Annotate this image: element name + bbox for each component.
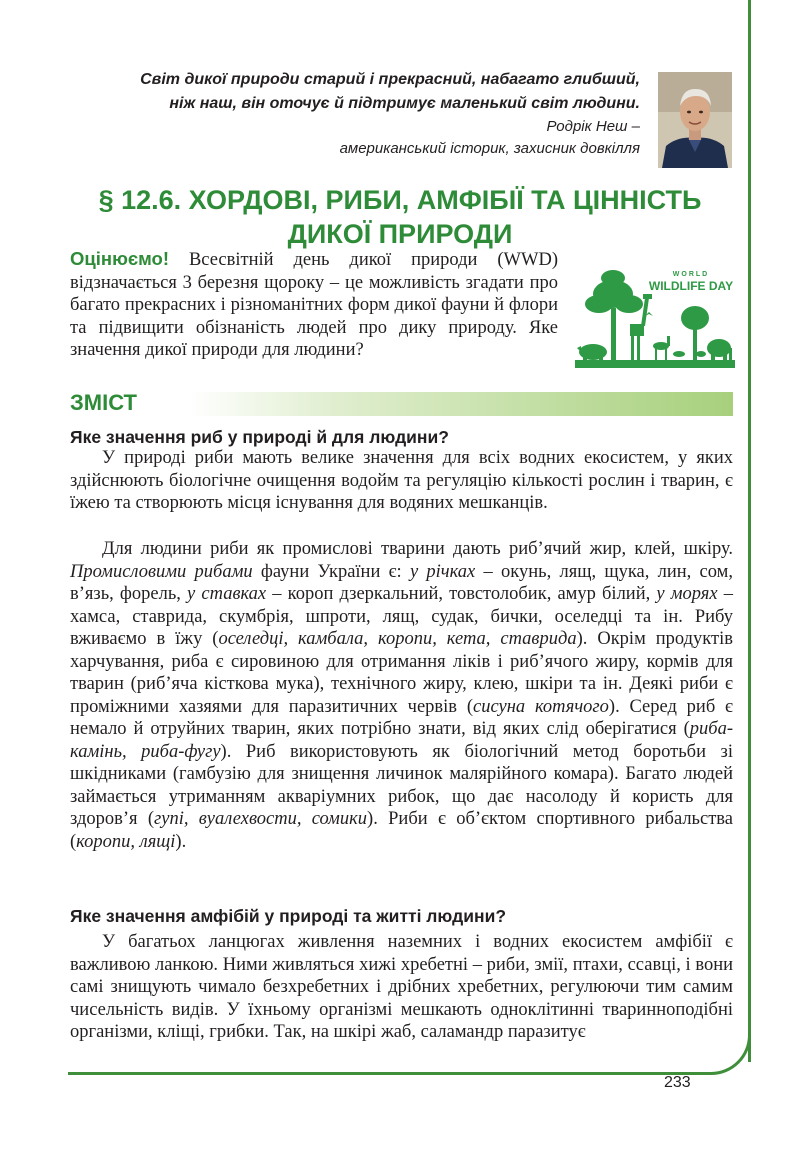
- quote-line-1: Світ дикої природи старий і прекрасний, набагато глибший,: [140, 71, 640, 88]
- portrait-image: [658, 72, 732, 168]
- intro-lead: Оцінюємо!: [70, 248, 169, 269]
- paragraph-fish-nature-text: У природі риби мають велике значення для всіх водних екосистем, у яких здійснюють біологічне очищення водойм та регуляцію кількості рослин і тварин, є їжею та створюють місця існування для водяних мешканців.: [70, 448, 733, 513]
- section-title: [0, 183, 800, 251]
- p2-example-aquarium: гупі, вуалехвости, сомики: [154, 809, 368, 829]
- section-title-line-2: ДИКОЇ ПРИРОДИ: [287, 219, 513, 249]
- p2-text-a: Для людини риби як промислові тварини дають риб’ячий жир, клей, шкіру.: [102, 539, 733, 559]
- p2-example-food: оселедці, камбала, коропи, кета, ставрида: [218, 629, 577, 649]
- quote-line-2: ніж наш, він оточує й підтримує маленький світ людини.: [169, 95, 640, 112]
- page-frame-bottom: [68, 1072, 708, 1075]
- paragraph-amphibians-text: У багатьох ланцюгах живлення наземних і водних екосистем амфібії є важливою ланкою. Ними живляться хижі хребетні – риби, змії, птахи, ссавці, і вони самі знищують чимало безхребетних і дрібних хребетних, регулюючи тим самим чисельність видів. У їхньому організмі мешкають одноклітинні тваринноподібні організми, кліщі, грибки. Так, на шкірі жаб, саламандр паразитує: [70, 932, 733, 1042]
- p2-text-k: ). Окрім продуктів харчування, риба є сировиною для отримання ліків і риб’ячого жиру, кормів для тварин (риб’яча кісткова мука), технічного жиру, клею, шкіри та ін. Деякі риби є проміжними хазяями для паразитичних червів (: [70, 629, 733, 717]
- p2-term-ponds: у ставках: [187, 584, 267, 604]
- author-portrait: [658, 72, 732, 168]
- p2-text-o: ). Риб використовують як біологічний метод боротьби зі шкідниками (гамбузію для знищення личинок малярійного комара). Багато людей займається утриманням акваріумних рибок, що дає насолоду й користь для здоров’я (: [70, 741, 733, 829]
- section-title-line-1: § 12.6. ХОРДОВІ, РИБИ, АМФІБІЇ ТА ЦІННІСТЬ: [98, 185, 702, 215]
- paragraph-fish-human: [70, 538, 733, 853]
- quote-author-description: американський історик, захисник довкілля: [339, 140, 640, 157]
- page-number: 233: [664, 1074, 691, 1091]
- wildlife-day-logo: [575, 264, 735, 368]
- page-frame-right: [748, 0, 751, 1062]
- intro-text: Всесвітній день дикої природи (WWD) відзначається 3 березня щороку – це можливість згадати про багато прекрасних і різноманітних форм дикої фауни й флори та підвищити обізнаність людей про дику природу. Яке значення дикої природи для людини?: [70, 250, 559, 360]
- p2-text-s: ).: [175, 831, 187, 852]
- paragraph-fish-nature: [70, 447, 733, 515]
- p2-term-rivers: у річках: [409, 561, 476, 582]
- p2-example-parasite: сисуна котячого: [473, 696, 609, 717]
- question-amphibians-heading: Яке значення амфібій у природі та житті людини?: [70, 906, 507, 926]
- logo-main-text: WILDLIFE DAY: [648, 279, 734, 293]
- paragraph-amphibians: [70, 931, 733, 1044]
- p2-text-g: – короп дзеркальний, товстолобик, амур білий,: [266, 584, 657, 604]
- p2-text-m: ). Серед риб є немало й отруйних тварин, яких потрібно знати, від яких слід оберігатися (: [70, 696, 733, 739]
- epigraph: [140, 68, 640, 160]
- p2-text-c: фауни України є:: [252, 561, 410, 582]
- logo-top-word: WORLD: [672, 271, 710, 278]
- p2-text-i: – хамса, ставрида, скумбрія, шпроти, лящ, судак, бички, оселедці та ін. Рибу вживаємо в їжу (: [70, 584, 733, 649]
- intro-paragraph: [70, 248, 558, 362]
- quote-author: Родрік Неш –: [546, 118, 640, 135]
- wildlife-silhouette-icon: [575, 264, 735, 368]
- question-fish-heading: Яке значення риб у природі й для людини?: [70, 427, 449, 447]
- p2-example-poisonous: риба-камінь, риба-фугу: [70, 719, 733, 762]
- p2-term-seas: у морях: [656, 584, 718, 604]
- p2-example-sport: коропи, лящі: [76, 831, 176, 852]
- p2-text-q: ). Риби є об’єктом спортивного рибальства (: [70, 809, 733, 852]
- content-heading: ЗМІСТ: [70, 390, 137, 415]
- p2-text-e: – окунь, лящ, щука, лин, сом, в’язь, форель,: [70, 561, 733, 604]
- p2-term-commercial-fish: Промисловими рибами: [70, 561, 253, 582]
- content-heading-bar: [70, 392, 733, 416]
